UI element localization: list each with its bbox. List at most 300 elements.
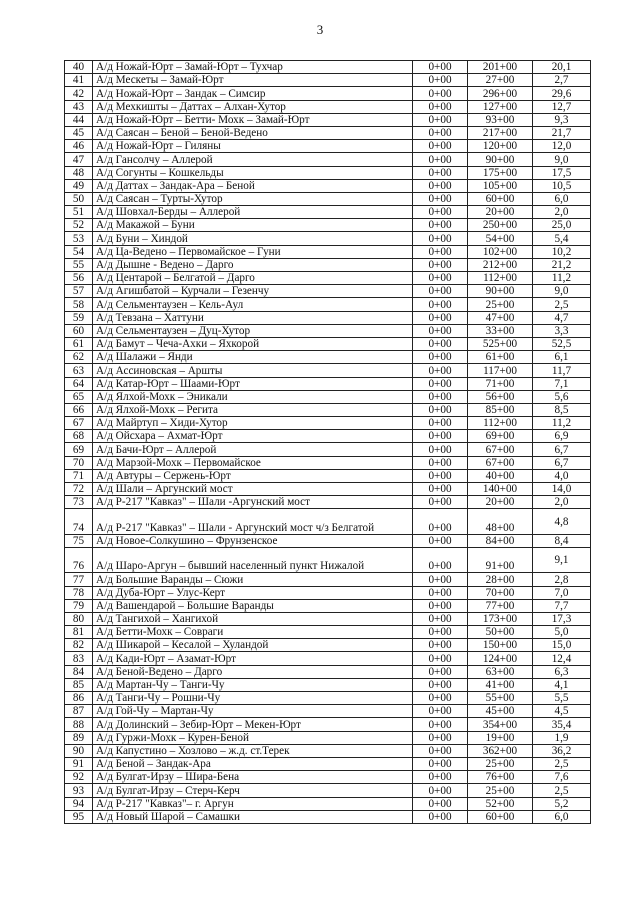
length-km: 7,6	[533, 771, 591, 784]
start-km: 0+00	[413, 74, 468, 87]
end-km: 52+00	[468, 797, 533, 810]
road-name: А/д Кади-Юрт – Азамат-Юрт	[93, 652, 413, 665]
start-km: 0+00	[413, 757, 468, 770]
length-km: 7,7	[533, 599, 591, 612]
start-km: 0+00	[413, 483, 468, 496]
table-row	[65, 784, 591, 797]
end-km: 55+00	[468, 692, 533, 705]
row-number: 95	[65, 810, 93, 823]
road-name: А/д Саясан – Беной – Беной-Ведено	[93, 126, 413, 139]
end-km: 50+00	[468, 626, 533, 639]
length-km: 2,5	[533, 757, 591, 770]
row-number: 93	[65, 784, 93, 797]
road-name: А/д Ойсхара – Ахмат-Юрт	[93, 430, 413, 443]
road-name: А/д Гансолчу – Аллерой	[93, 153, 413, 166]
end-km: 354+00	[468, 718, 533, 731]
table-row	[65, 692, 591, 705]
table-row	[65, 652, 591, 665]
row-number: 91	[65, 757, 93, 770]
length-km: 5,6	[533, 390, 591, 403]
length-km: 9,0	[533, 285, 591, 298]
start-km: 0+00	[413, 258, 468, 271]
road-name: А/д Танги-Чу – Рошни-Чу	[93, 692, 413, 705]
road-name: А/д Вашендарой – Большие Варанды	[93, 599, 413, 612]
row-number: 45	[65, 126, 93, 139]
length-km: 4,0	[533, 469, 591, 482]
end-km: 85+00	[468, 403, 533, 416]
start-km: 0+00	[413, 496, 468, 509]
length-km: 5,0	[533, 626, 591, 639]
end-km: 67+00	[468, 443, 533, 456]
table-row	[65, 140, 591, 153]
length-km: 4,8	[533, 509, 591, 534]
start-km: 0+00	[413, 245, 468, 258]
table-row	[65, 311, 591, 324]
end-km: 90+00	[468, 285, 533, 298]
start-km: 0+00	[413, 430, 468, 443]
start-km: 0+00	[413, 612, 468, 625]
table-row	[65, 403, 591, 416]
length-km: 25,0	[533, 219, 591, 232]
row-number: 50	[65, 192, 93, 205]
start-km: 0+00	[413, 573, 468, 586]
table-row	[65, 61, 591, 74]
table-row	[65, 74, 591, 87]
table-row	[65, 443, 591, 456]
end-km: 70+00	[468, 586, 533, 599]
length-km: 5,5	[533, 692, 591, 705]
row-number: 83	[65, 652, 93, 665]
length-km: 2,0	[533, 206, 591, 219]
start-km: 0+00	[413, 272, 468, 285]
start-km: 0+00	[413, 744, 468, 757]
road-name: А/д Центарой – Белгатой – Дарго	[93, 272, 413, 285]
length-km: 4,5	[533, 705, 591, 718]
table-row	[65, 179, 591, 192]
row-number: 46	[65, 140, 93, 153]
row-number: 42	[65, 87, 93, 100]
road-name: А/д Булгат-Ирзу – Стерч-Керч	[93, 784, 413, 797]
table-row	[65, 718, 591, 731]
length-km: 2,8	[533, 573, 591, 586]
road-name: А/д Шаро-Аргун – бывший населенный пункт Нижалой	[93, 547, 413, 572]
table-row	[65, 599, 591, 612]
table-row	[65, 483, 591, 496]
road-name: А/д Мескеты – Замай-Юрт	[93, 74, 413, 87]
row-number: 51	[65, 206, 93, 219]
start-km: 0+00	[413, 285, 468, 298]
end-km: 25+00	[468, 298, 533, 311]
row-number: 67	[65, 417, 93, 430]
length-km: 15,0	[533, 639, 591, 652]
road-name: А/д Р-217 "Кавказ" – Шали -Аргунский мост	[93, 496, 413, 509]
length-km: 2,5	[533, 784, 591, 797]
start-km: 0+00	[413, 364, 468, 377]
road-name: А/д Р-217 "Кавказ"– г. Аргун	[93, 797, 413, 810]
table-row	[65, 166, 591, 179]
table-row	[65, 324, 591, 337]
length-km: 10,2	[533, 245, 591, 258]
end-km: 201+00	[468, 61, 533, 74]
row-number: 62	[65, 351, 93, 364]
table-row	[65, 547, 591, 572]
length-km: 6,0	[533, 810, 591, 823]
start-km: 0+00	[413, 311, 468, 324]
road-name: А/д Бамут – Чеча-Ахки – Яхкорой	[93, 337, 413, 350]
row-number: 71	[65, 469, 93, 482]
road-name: А/д Макажой – Буни	[93, 219, 413, 232]
end-km: 19+00	[468, 731, 533, 744]
road-name: А/д Бачи-Юрт – Аллерой	[93, 443, 413, 456]
start-km: 0+00	[413, 166, 468, 179]
length-km: 36,2	[533, 744, 591, 757]
road-name: А/д Мехкишты – Даттах – Алхан-Хутор	[93, 100, 413, 113]
end-km: 60+00	[468, 192, 533, 205]
start-km: 0+00	[413, 61, 468, 74]
length-km: 11,2	[533, 272, 591, 285]
row-number: 90	[65, 744, 93, 757]
start-km: 0+00	[413, 718, 468, 731]
end-km: 54+00	[468, 232, 533, 245]
length-km: 6,0	[533, 192, 591, 205]
length-km: 7,0	[533, 586, 591, 599]
table-row	[65, 797, 591, 810]
start-km: 0+00	[413, 771, 468, 784]
start-km: 0+00	[413, 140, 468, 153]
end-km: 173+00	[468, 612, 533, 625]
road-name: А/д Ножай-Юрт – Бетти- Мохк – Замай-Юрт	[93, 113, 413, 126]
row-number: 74	[65, 509, 93, 534]
end-km: 296+00	[468, 87, 533, 100]
roads-table	[64, 60, 591, 824]
start-km: 0+00	[413, 351, 468, 364]
end-km: 84+00	[468, 534, 533, 547]
start-km: 0+00	[413, 232, 468, 245]
road-name: А/д Новое-Солкушино – Фрунзенское	[93, 534, 413, 547]
road-name: А/д Марзой-Мохк – Первомайское	[93, 456, 413, 469]
road-name: А/д Р-217 "Кавказ" – Шали - Аргунский мост ч/з Белгатой	[93, 509, 413, 534]
row-number: 79	[65, 599, 93, 612]
table-row	[65, 390, 591, 403]
start-km: 0+00	[413, 192, 468, 205]
row-number: 49	[65, 179, 93, 192]
road-name: А/д Дуба-Юрт – Улус-Керт	[93, 586, 413, 599]
length-km: 6,9	[533, 430, 591, 443]
table-row	[65, 456, 591, 469]
row-number: 78	[65, 586, 93, 599]
length-km: 11,7	[533, 364, 591, 377]
table-row	[65, 298, 591, 311]
start-km: 0+00	[413, 599, 468, 612]
length-km: 5,2	[533, 797, 591, 810]
start-km: 0+00	[413, 87, 468, 100]
length-km: 8,4	[533, 534, 591, 547]
table-row	[65, 639, 591, 652]
start-km: 0+00	[413, 206, 468, 219]
table-row	[65, 810, 591, 823]
row-number: 64	[65, 377, 93, 390]
length-km: 21,2	[533, 258, 591, 271]
length-km: 12,4	[533, 652, 591, 665]
table-row	[65, 113, 591, 126]
roads-table-body	[65, 61, 591, 824]
start-km: 0+00	[413, 626, 468, 639]
road-name: А/д Шалажи – Янди	[93, 351, 413, 364]
table-row	[65, 351, 591, 364]
table-row	[65, 87, 591, 100]
end-km: 250+00	[468, 219, 533, 232]
row-number: 59	[65, 311, 93, 324]
row-number: 40	[65, 61, 93, 74]
row-number: 94	[65, 797, 93, 810]
end-km: 20+00	[468, 496, 533, 509]
road-name: А/д Ялхой-Мохк – Эникали	[93, 390, 413, 403]
row-number: 84	[65, 665, 93, 678]
length-km: 52,5	[533, 337, 591, 350]
length-km: 5,4	[533, 232, 591, 245]
end-km: 525+00	[468, 337, 533, 350]
length-km: 12,0	[533, 140, 591, 153]
road-name: А/д Долинский – Зебир-Юрт – Мекен-Юрт	[93, 718, 413, 731]
end-km: 91+00	[468, 547, 533, 572]
row-number: 66	[65, 403, 93, 416]
end-km: 69+00	[468, 430, 533, 443]
road-name: А/д Согунты – Кошкельды	[93, 166, 413, 179]
road-name: А/д Беной-Ведено – Дарго	[93, 665, 413, 678]
start-km: 0+00	[413, 534, 468, 547]
table-row	[65, 430, 591, 443]
table-row	[65, 626, 591, 639]
page-number: 3	[316, 22, 324, 37]
road-name: А/д Капустино – Хозлово – ж.д. ст.Терек	[93, 744, 413, 757]
start-km: 0+00	[413, 113, 468, 126]
start-km: 0+00	[413, 810, 468, 823]
end-km: 56+00	[468, 390, 533, 403]
table-row	[65, 612, 591, 625]
start-km: 0+00	[413, 547, 468, 572]
start-km: 0+00	[413, 509, 468, 534]
start-km: 0+00	[413, 652, 468, 665]
row-number: 58	[65, 298, 93, 311]
end-km: 150+00	[468, 639, 533, 652]
end-km: 20+00	[468, 206, 533, 219]
length-km: 2,0	[533, 496, 591, 509]
start-km: 0+00	[413, 153, 468, 166]
row-number: 76	[65, 547, 93, 572]
row-number: 48	[65, 166, 93, 179]
row-number: 88	[65, 718, 93, 731]
start-km: 0+00	[413, 705, 468, 718]
table-row	[65, 705, 591, 718]
row-number: 77	[65, 573, 93, 586]
table-row	[65, 100, 591, 113]
row-number: 61	[65, 337, 93, 350]
road-name: А/д Шовхал-Берды – Аллерой	[93, 206, 413, 219]
end-km: 117+00	[468, 364, 533, 377]
road-name: А/д Новый Шарой – Самашки	[93, 810, 413, 823]
length-km: 6,3	[533, 665, 591, 678]
start-km: 0+00	[413, 692, 468, 705]
end-km: 105+00	[468, 179, 533, 192]
table-row	[65, 496, 591, 509]
road-name: А/д Майртуп – Хиди-Хутор	[93, 417, 413, 430]
length-km: 20,1	[533, 61, 591, 74]
length-km: 7,1	[533, 377, 591, 390]
row-number: 82	[65, 639, 93, 652]
length-km: 6,7	[533, 456, 591, 469]
table-row	[65, 509, 591, 534]
road-name: А/д Ножай-Юрт – Гиляны	[93, 140, 413, 153]
row-number: 56	[65, 272, 93, 285]
length-km: 11,2	[533, 417, 591, 430]
length-km: 9,3	[533, 113, 591, 126]
road-name: А/д Большие Варанды – Сюжи	[93, 573, 413, 586]
row-number: 57	[65, 285, 93, 298]
row-number: 85	[65, 678, 93, 691]
end-km: 67+00	[468, 456, 533, 469]
row-number: 44	[65, 113, 93, 126]
table-row	[65, 469, 591, 482]
start-km: 0+00	[413, 443, 468, 456]
start-km: 0+00	[413, 126, 468, 139]
road-name: А/д Гой-Чу – Мартан-Чу	[93, 705, 413, 718]
table-row	[65, 771, 591, 784]
table-row	[65, 232, 591, 245]
table-row	[65, 364, 591, 377]
row-number: 54	[65, 245, 93, 258]
road-name: А/д Мартан-Чу – Танги-Чу	[93, 678, 413, 691]
end-km: 127+00	[468, 100, 533, 113]
start-km: 0+00	[413, 665, 468, 678]
length-km: 12,7	[533, 100, 591, 113]
road-name: А/д Бетти-Мохк – Совраги	[93, 626, 413, 639]
row-number: 43	[65, 100, 93, 113]
end-km: 102+00	[468, 245, 533, 258]
length-km: 3,3	[533, 324, 591, 337]
road-name: А/д Беной – Зандак-Ара	[93, 757, 413, 770]
length-km: 9,0	[533, 153, 591, 166]
row-number: 53	[65, 232, 93, 245]
row-number: 92	[65, 771, 93, 784]
end-km: 47+00	[468, 311, 533, 324]
end-km: 48+00	[468, 509, 533, 534]
start-km: 0+00	[413, 100, 468, 113]
road-name: А/д Ца-Ведено – Первомайское – Гуни	[93, 245, 413, 258]
end-km: 90+00	[468, 153, 533, 166]
length-km: 2,5	[533, 298, 591, 311]
start-km: 0+00	[413, 678, 468, 691]
length-km: 6,7	[533, 443, 591, 456]
start-km: 0+00	[413, 324, 468, 337]
end-km: 112+00	[468, 272, 533, 285]
table-row	[65, 534, 591, 547]
start-km: 0+00	[413, 639, 468, 652]
row-number: 80	[65, 612, 93, 625]
row-number: 68	[65, 430, 93, 443]
start-km: 0+00	[413, 456, 468, 469]
road-name: А/д Шикарой – Кесалой – Хуландой	[93, 639, 413, 652]
table-row	[65, 285, 591, 298]
table-row	[65, 377, 591, 390]
end-km: 25+00	[468, 757, 533, 770]
row-number: 72	[65, 483, 93, 496]
road-name: А/д Катар-Юрт – Шаами-Юрт	[93, 377, 413, 390]
row-number: 81	[65, 626, 93, 639]
start-km: 0+00	[413, 337, 468, 350]
start-km: 0+00	[413, 377, 468, 390]
start-km: 0+00	[413, 179, 468, 192]
end-km: 25+00	[468, 784, 533, 797]
table-row	[65, 586, 591, 599]
end-km: 120+00	[468, 140, 533, 153]
road-name: А/д Ножай-Юрт – Зандак – Симсир	[93, 87, 413, 100]
road-name: А/д Ассиновская – Аршты	[93, 364, 413, 377]
table-row	[65, 731, 591, 744]
end-km: 61+00	[468, 351, 533, 364]
row-number: 86	[65, 692, 93, 705]
row-number: 41	[65, 74, 93, 87]
road-name: А/д Булгат-Ирзу – Шира-Бена	[93, 771, 413, 784]
row-number: 69	[65, 443, 93, 456]
length-km: 14,0	[533, 483, 591, 496]
road-name: А/д Тевзана – Хаттуни	[93, 311, 413, 324]
length-km: 21,7	[533, 126, 591, 139]
road-name: А/д Агишбатой – Курчали – Гезенчу	[93, 285, 413, 298]
start-km: 0+00	[413, 797, 468, 810]
end-km: 175+00	[468, 166, 533, 179]
end-km: 28+00	[468, 573, 533, 586]
start-km: 0+00	[413, 403, 468, 416]
start-km: 0+00	[413, 390, 468, 403]
road-name: А/д Автуры – Сержень-Юрт	[93, 469, 413, 482]
table-row	[65, 192, 591, 205]
length-km: 4,7	[533, 311, 591, 324]
start-km: 0+00	[413, 731, 468, 744]
end-km: 112+00	[468, 417, 533, 430]
road-name: А/д Сельментаузен – Кель-Аул	[93, 298, 413, 311]
end-km: 140+00	[468, 483, 533, 496]
row-number: 52	[65, 219, 93, 232]
end-km: 71+00	[468, 377, 533, 390]
table-row	[65, 665, 591, 678]
road-name: А/д Саясан – Турты-Хутор	[93, 192, 413, 205]
end-km: 45+00	[468, 705, 533, 718]
length-km: 17,5	[533, 166, 591, 179]
row-number: 89	[65, 731, 93, 744]
length-km: 2,7	[533, 74, 591, 87]
length-km: 9,1	[533, 547, 591, 572]
length-km: 10,5	[533, 179, 591, 192]
row-number: 47	[65, 153, 93, 166]
table-row	[65, 258, 591, 271]
road-name: А/д Сельментаузен – Дуц-Хутор	[93, 324, 413, 337]
row-number: 60	[65, 324, 93, 337]
row-number: 63	[65, 364, 93, 377]
start-km: 0+00	[413, 298, 468, 311]
length-km: 35,4	[533, 718, 591, 731]
length-km: 8,5	[533, 403, 591, 416]
start-km: 0+00	[413, 586, 468, 599]
table-row	[65, 678, 591, 691]
end-km: 63+00	[468, 665, 533, 678]
table-row	[65, 153, 591, 166]
start-km: 0+00	[413, 219, 468, 232]
end-km: 60+00	[468, 810, 533, 823]
table-row	[65, 573, 591, 586]
length-km: 6,1	[533, 351, 591, 364]
road-name: А/д Тангихой – Хангихой	[93, 612, 413, 625]
length-km: 29,6	[533, 87, 591, 100]
